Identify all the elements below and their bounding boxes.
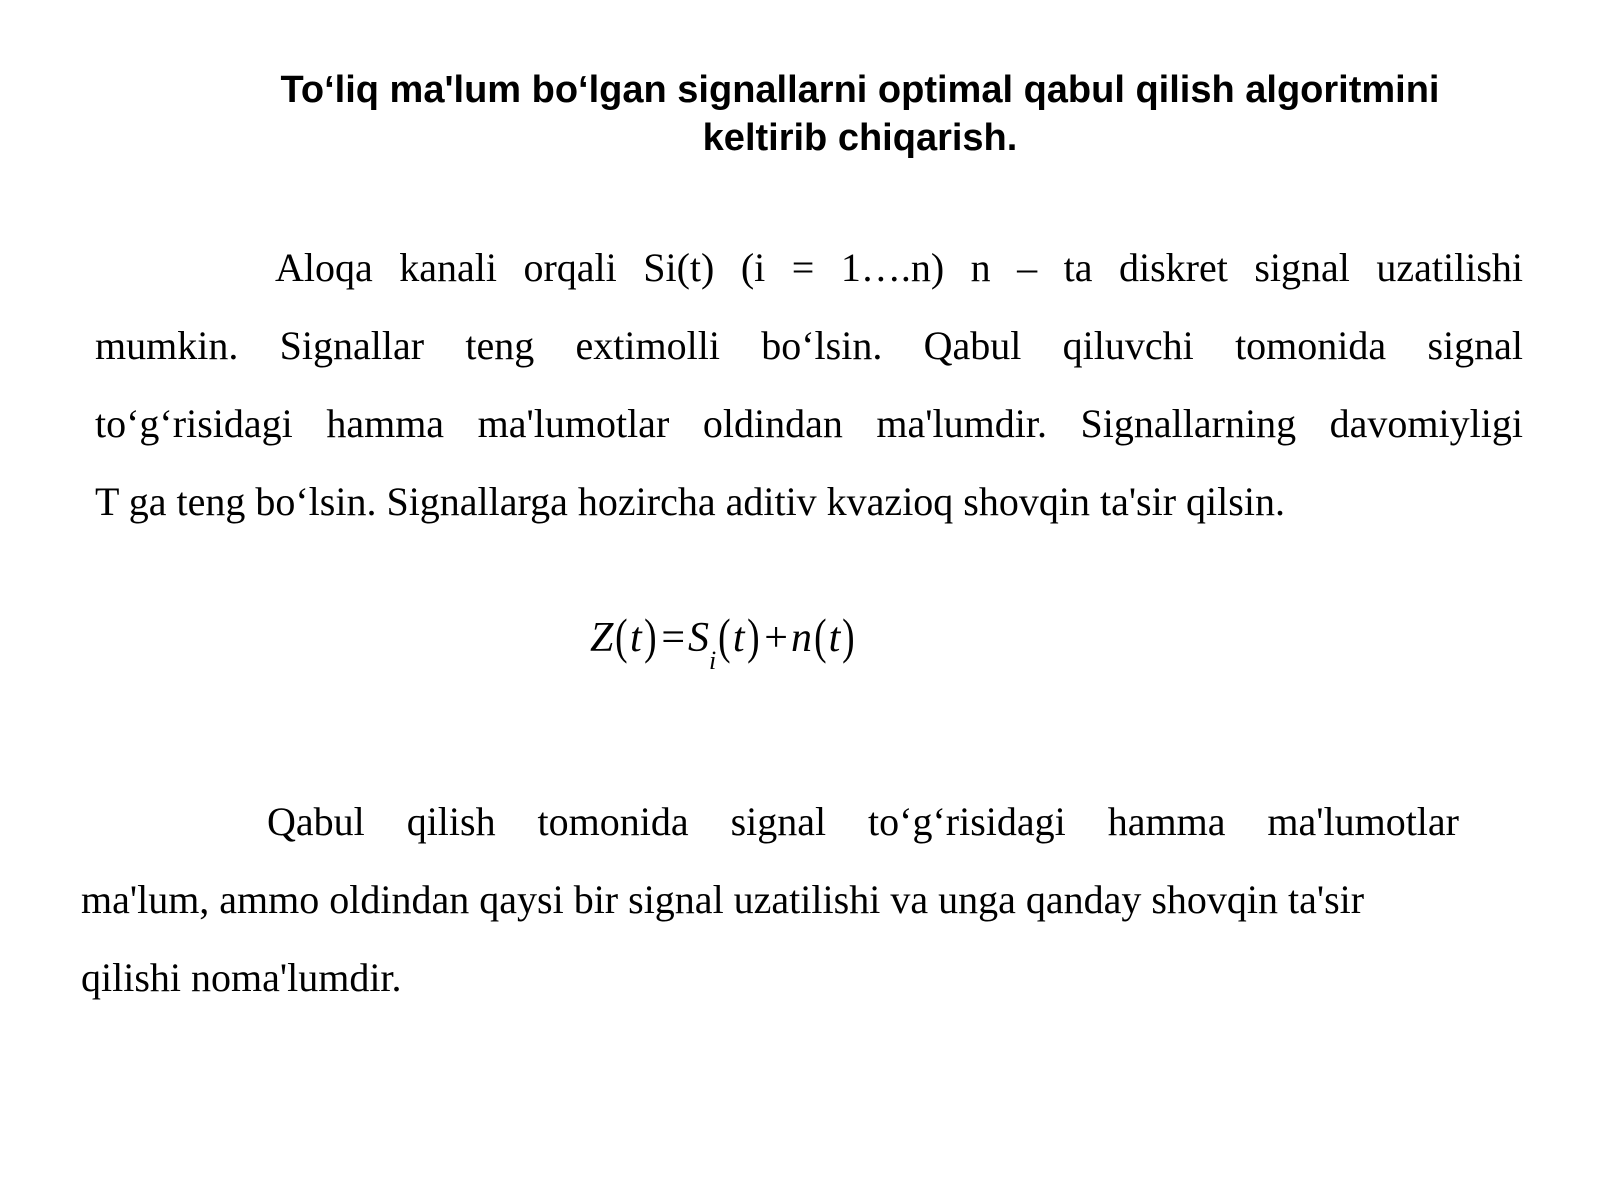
equation-equals: =: [661, 615, 686, 661]
equation-z: Z: [590, 615, 614, 661]
equation-subscript-i: i: [709, 646, 717, 675]
paragraph-2: [81, 783, 1491, 1017]
paragraph-2-line-2: ma'lum, ammo oldindan qaysi bir signal uzatilishi va unga qanday shovqin ta'sir: [81, 877, 1365, 922]
paragraph-1-line-2: mumkin. Signallar teng extimolli bo‘lsin. Qabul qiluvchi tomonida signal: [95, 323, 1523, 368]
paragraph-2-line-1: Qabul qilish tomonida signal to‘g‘risidagi hamma ma'lumotlar: [267, 799, 1459, 844]
title-line-1: To‘liq ma'lum bo‘lgan signallarni optimal qabul qilish algoritmini: [280, 69, 1440, 111]
title-line-2: keltirib chiqarish.: [702, 117, 1018, 159]
equation-n: n: [790, 615, 812, 661]
equation-s: S: [688, 615, 710, 661]
paragraph-1: [95, 229, 1523, 541]
paragraph-1-line-4: T ga teng bo‘lsin. Signallarga hozircha aditiv kvazioq shovqin ta'sir qilsin.: [95, 479, 1285, 524]
slide-title: [200, 66, 1520, 162]
paragraph-1-line-3: to‘g‘risidagi hamma ma'lumotlar oldindan ma'lumdir. Signallarning davomiyligi: [95, 401, 1523, 446]
paragraph-2-line-3: qilishi noma'lumdir.: [81, 955, 402, 1000]
paragraph-1-line-1: Aloqa kanali orqali Si(t) (i = 1….n) n – ta diskret signal uzatilishi: [275, 245, 1523, 290]
equation-plus: +: [764, 615, 788, 661]
equation: $Z(t) =S_i(t) +n(t)$: [590, 608, 855, 675]
